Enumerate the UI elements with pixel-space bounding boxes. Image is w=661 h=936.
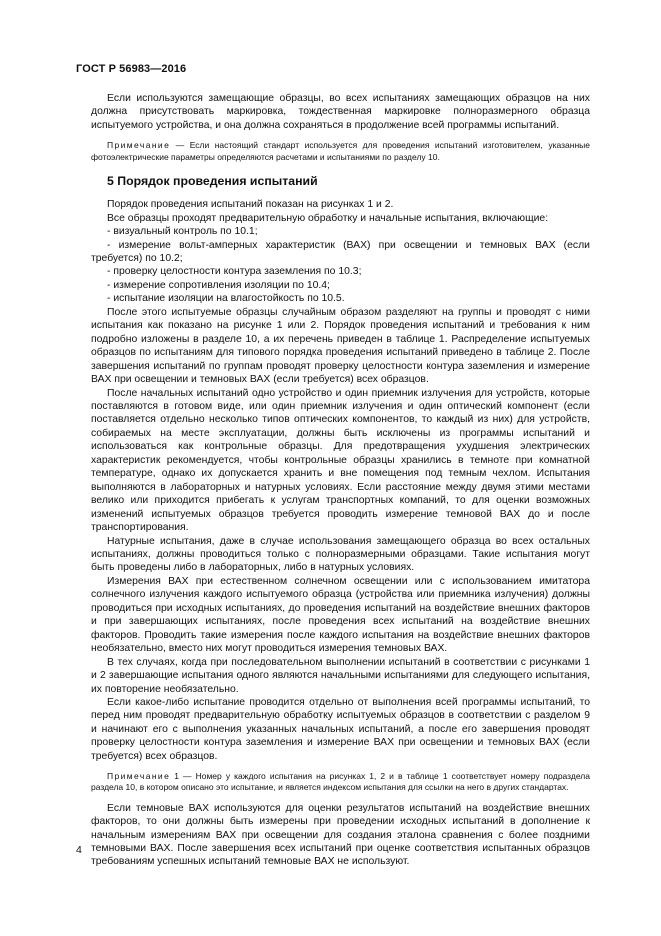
note-1 (91, 140, 590, 162)
paragraph: Порядок проведения испытаний показан на рисунках 1 и 2. (107, 199, 394, 211)
paragraph: После этого испытуемые образцы случайным образом разделяют на группы и проводят с ними испытания как показано на рисунке 1 или 2. Порядок проведения испытаний и требования к ним подробно изложены в разделе 10, а их перечень приведен в таблице 1. Распределение испытуемых образцов по испытаниям для типового порядка проведения испытаний приведено в таблице 2. После завершения испытаний по группам проводят проверку целостности контура заземления и измерение ВАХ при освещении и темновых ВАХ (если требуется) всех образцов. (91, 306, 590, 386)
paragraph: Если какое-либо испытание проводится отдельно от выполнения всей программы испытаний, то перед ним проводят предварительную обработку испытуемых образцов в соответствии с разделом 9 и начинают его с выполнения указанных начальных испытаний, а после его завершения проводят проверку целостности контура заземления и измерение ВАХ при освещении и темновых ВАХ (если требуется) всех образцов. (91, 696, 590, 762)
final-paragraph: Если темновые ВАХ используются для оценки результатов испытаний на воздействие внешних факторов, то они должны быть измерены при проведении исходных испытаний в дополнение к начальным измерениям ВАХ при освещении для создания эталона сравнения с более поздними темновыми ВАХ. После завершения всех испытаний при оценке соответствия испытанных образцов требованиям успешных испытаний темновые ВАХ не используют. (91, 802, 590, 868)
page-content (91, 92, 590, 869)
note-2 (91, 771, 590, 793)
list-item: - испытание изоляции на влагостойкость по 10.5. (107, 293, 345, 305)
paragraph: После начальных испытаний одно устройство и один приемник излучения для устройств, которые поставляются в готовом виде, или один приемник излучения и один оптический компонент (если поставляется отдельно несколько типов оптических компонентов, то каждый из них) для устройств, собираемых на месте эксплуатации, должны быть исключены из программы испытаний и использоваться как контрольные образцы. Для предотвращения ухудшения электрических характеристик рекомендуется, чтобы контрольные образцы хранились в темноте при комнатной температуре, однако их допускается хранить и вне помещения под темным чехлом. Испытания выполняются в лабораторных и натурных условиях. Если расстояние между двумя этими местами велико или приходится прибегать к услугам транспортных компаний, то для оценки возможных изменений испытуемых образцов требуется проводить измерение темновой ВАХ до и после транспортирования. (91, 387, 590, 534)
list-item: - визуальный контроль по 10.1; (107, 226, 258, 238)
section-5-title: 5 Порядок проведения испытаний (107, 173, 318, 188)
list-item: - измерение сопротивления изоляции по 10.4; (107, 279, 330, 291)
list-item: - проверку целостности контура заземления по 10.3; (107, 266, 362, 278)
intro-paragraph: Если используются замещающие образцы, во всех испытаниях замещающих образцов на них должна присутствовать маркировка, тождественная маркировке полноразмерного образца испытуемого устройства, и она должна сохраняться в продолжение всей программы испытаний. (91, 93, 590, 131)
note-2-label: Примечание (107, 771, 171, 782)
paragraph: Все образцы проходят предварительную обработку и начальные испытания, включающие: (107, 212, 549, 224)
page-number: 4 (76, 844, 82, 856)
paragraph: В тех случаях, когда при последовательном выполнении испытаний в соответствии с рисунками 1 и 2 завершающие испытания одного являются начальными испытаниями для следующего испытания, их повторение необязательно. (91, 656, 590, 695)
note-2-text: 1 — Номер у каждого испытания на рисунках 1, 2 и в таблице 1 соответствует номеру подраздела раздела 10, в котором описано это испытание, и является индексом испытания для ссылки на него в других стандартах. (91, 771, 590, 793)
list-item: - измерение вольт-амперных характеристик (ВАХ) при освещении и темновых ВАХ (если требуется) по 10.2; (91, 239, 590, 265)
paragraph: Измерения ВАХ при естественном солнечном освещении или с использованием имитатора солнечного излучения каждого испытуемого образца (устройства или приемника излучения) должны проводиться при исходных испытаниях, до проведения испытаний на воздействие внешних факторов и при завершающих испытаниях, после проведения всех испытаний на воздействие внешних факторов. Проводить такие измерения после каждого испытания на воздействие внешних факторов необязательно, вместо них могут проводиться измерения темновых ВАХ. (91, 575, 590, 655)
note-1-text: — Если настоящий стандарт используется для проведения испытаний изготовителем, указанные фотоэлектрические параметры определяются расчетами и испытаниями по разделу 10. (91, 140, 590, 162)
document-header: ГОСТ Р 56983—2016 (76, 63, 187, 75)
paragraph: Натурные испытания, даже в случае использования замещающего образца во всех остальных испытаниях, должны проводиться только с полноразмерными образцами. Такие испытания могут быть проведены либо в лабораторных, либо в натурных условиях. (91, 535, 590, 574)
note-1-label: Примечание (107, 140, 171, 151)
